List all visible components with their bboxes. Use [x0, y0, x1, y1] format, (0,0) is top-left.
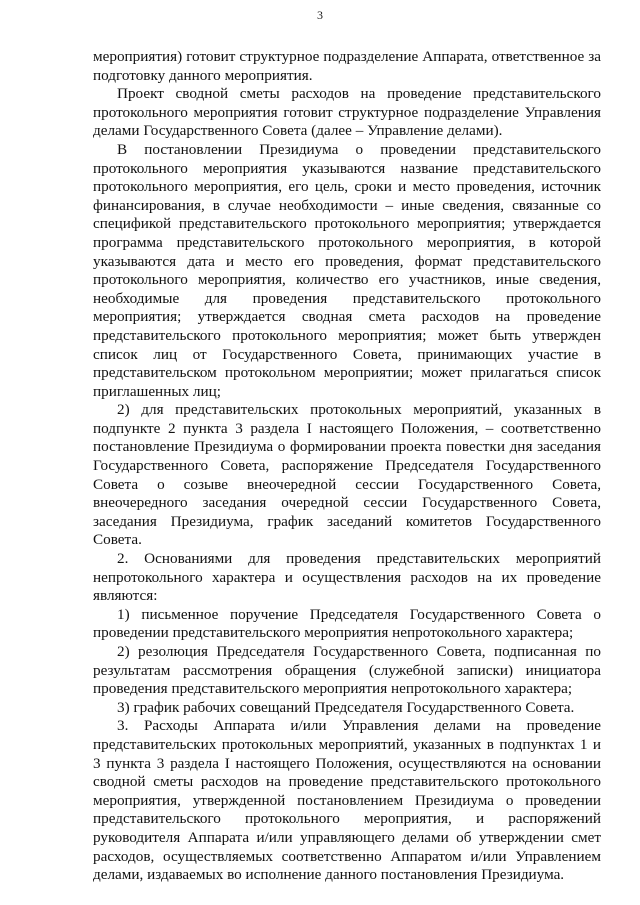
paragraph-item-3: 3. Расходы Аппарата и/или Управления делами на проведение представительских протокольных мероприятий, указанных в подпунктах 1 и 3 пункта 3 раздела I настоящего Положения, осуществляются на основании сводной сметы расходов на проведение представительского протокольного мероприятия, утвержденной постановлением Президиума о проведении представительского протокольного мероприятия, и распоряжений руководителя Аппарата и/или управляющего делами об утверждении смет расходов, осуществляемых соответственно Аппаратом и/или Управлением делами, издаваемых во исполнение данного постановления Президиума.: [93, 717, 601, 884]
paragraph-item-2-subitem-3: 3) график рабочих совещаний Председателя Государственного Совета.: [117, 698, 575, 716]
paragraph-subitem-2: 2) для представительских протокольных мероприятий, указанных в подпункте 2 пункта 3 раздела I настоящего Положения, – соответственно постановление Президиума о формировании проекта повестки дня заседания Государственного Совета, распоряжение Председателя Государственного Совета о созыве внеочередной сессии Государственного Совета, внеочередного заседания очередной сессии Государственного Совета, заседания Президиума, график заседаний комитетов Государственного Совета.: [93, 401, 601, 549]
paragraph-item-2-subitem-1: 1) письменное поручение Председателя Государственного Совета о проведении представительского мероприятия непротокольного характера;: [93, 605, 601, 642]
paragraph-item-2: 2. Основаниями для проведения представительских мероприятий непротокольного характера и осуществления расходов на их проведение являются:: [93, 550, 601, 605]
page-number: 3: [317, 8, 323, 22]
paragraph-continuation: мероприятия) готовит структурное подразделение Аппарата, ответственное за подготовку данного мероприятия.: [93, 48, 601, 84]
document-body: [93, 48, 601, 885]
paragraph-presidium-resolution: В постановлении Президиума о проведении представительского протокольного мероприятия указываются название представительского протокольного мероприятия, его цель, сроки и место проведения, источник финансирования, в случае необходимости – иные сведения, связанные со спецификой представительского протокольного мероприятия; утверждается программа представительского протокольного мероприятия, в которой указываются дата и место его проведения, формат представительского протокольного мероприятия, количество его участников, иные сведения, необходимые для проведения представительского протокольного мероприятия; утверждается сводная смета расходов на проведение представительского протокольного мероприятия; может быть утвержден список лиц от Государственного Совета, принимающих участие в представительском протокольном мероприятии; может прилагаться список приглашенных лиц;: [93, 140, 601, 400]
paragraph-draft-estimate: Проект сводной сметы расходов на проведение представительского протокольного мероприятия готовит структурное подразделение Управления делами Государственного Совета (далее – Управление делами).: [93, 85, 601, 140]
paragraph-item-2-subitem-2: 2) резолюция Председателя Государственного Совета, подписанная по результатам рассмотрения обращения (служебной записки) инициатора проведения представительского мероприятия непротокольного характера;: [93, 643, 601, 698]
